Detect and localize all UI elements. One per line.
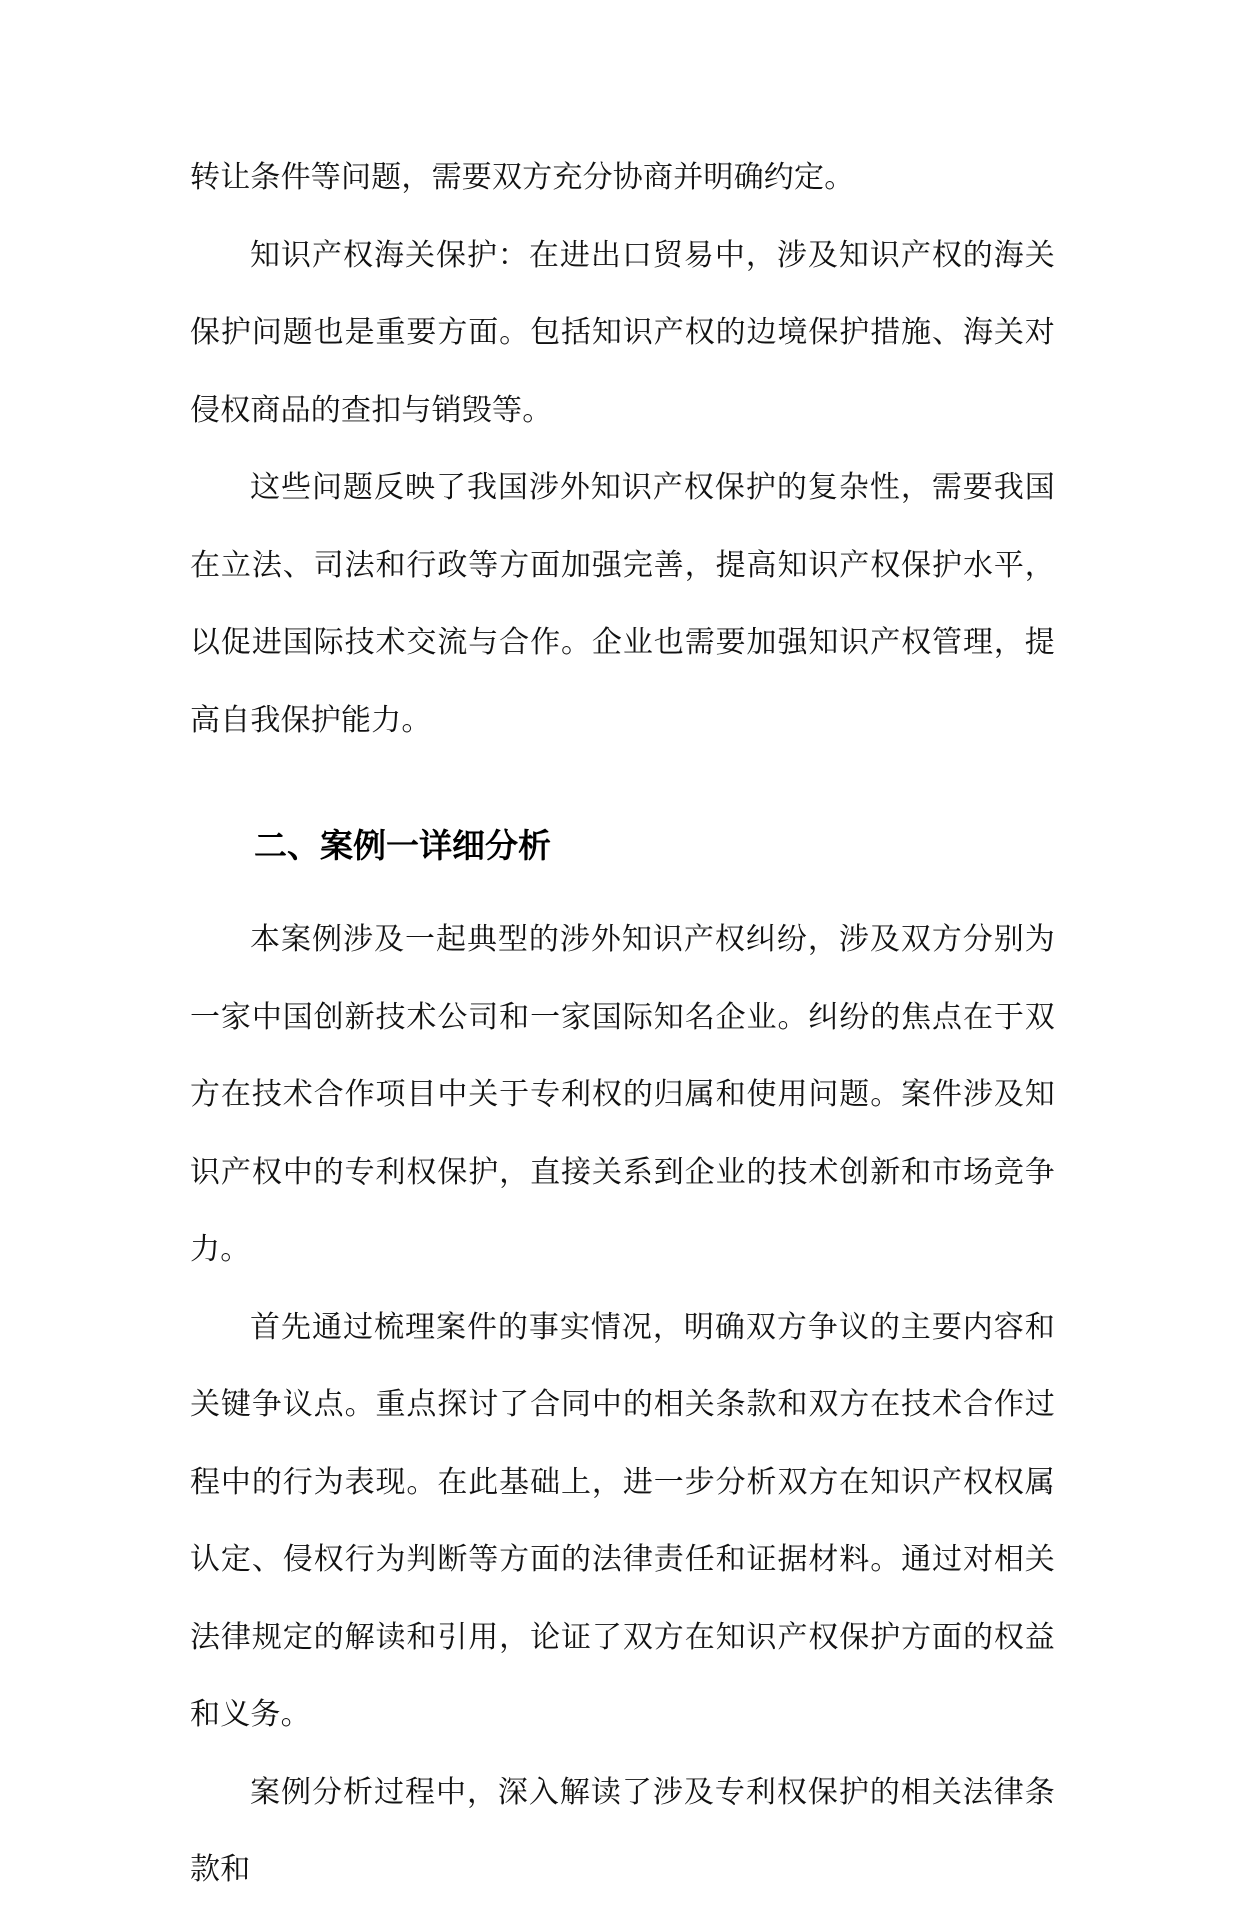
paragraph-case-facts: 首先通过梳理案件的事实情况，明确双方争议的主要内容和关键争议点。重点探讨了合同中的相关条款和双方在技术合作过程中的行为表现。在此基础上，进一步分析双方在知识产权权属认定、侵权行为判断等方面的法律责任和证据材料。通过对相关法律规定的解读和引用，论证了双方在知识产权保护方面的权益和义务。 [190,1309,1055,1732]
paragraph-continuation: 转让条件等问题，需要双方充分协商并明确约定。 [190,160,855,195]
paragraph-customs-protection: 知识产权海关保护：在进出口贸易中，涉及知识产权的海关保护问题也是重要方面。包括知识产权的边境保护措施、海关对侵权商品的查扣与销毁等。 [190,237,1055,428]
paragraph-case-intro: 本案例涉及一起典型的涉外知识产权纠纷，涉及双方分别为一家中国创新技术公司和一家国际知名企业。纠纷的焦点在于双方在技术合作项目中关于专利权的归属和使用问题。案件涉及知识产权中的专利权保护，直接关系到企业的技术创新和市场竞争力。 [190,922,1055,1267]
document-body [190,139,1055,1909]
paragraph-case-analysis: 案例分析过程中，深入解读了涉及专利权保护的相关法律条款和 [190,1774,1055,1887]
section-heading: 二、案例一详细分析 [254,826,551,865]
paragraph-summary: 这些问题反映了我国涉外知识产权保护的复杂性，需要我国在立法、司法和行政等方面加强完善，提高知识产权保护水平，以促进国际技术交流与合作。企业也需要加强知识产权管理，提高自我保护能力。 [190,470,1055,738]
